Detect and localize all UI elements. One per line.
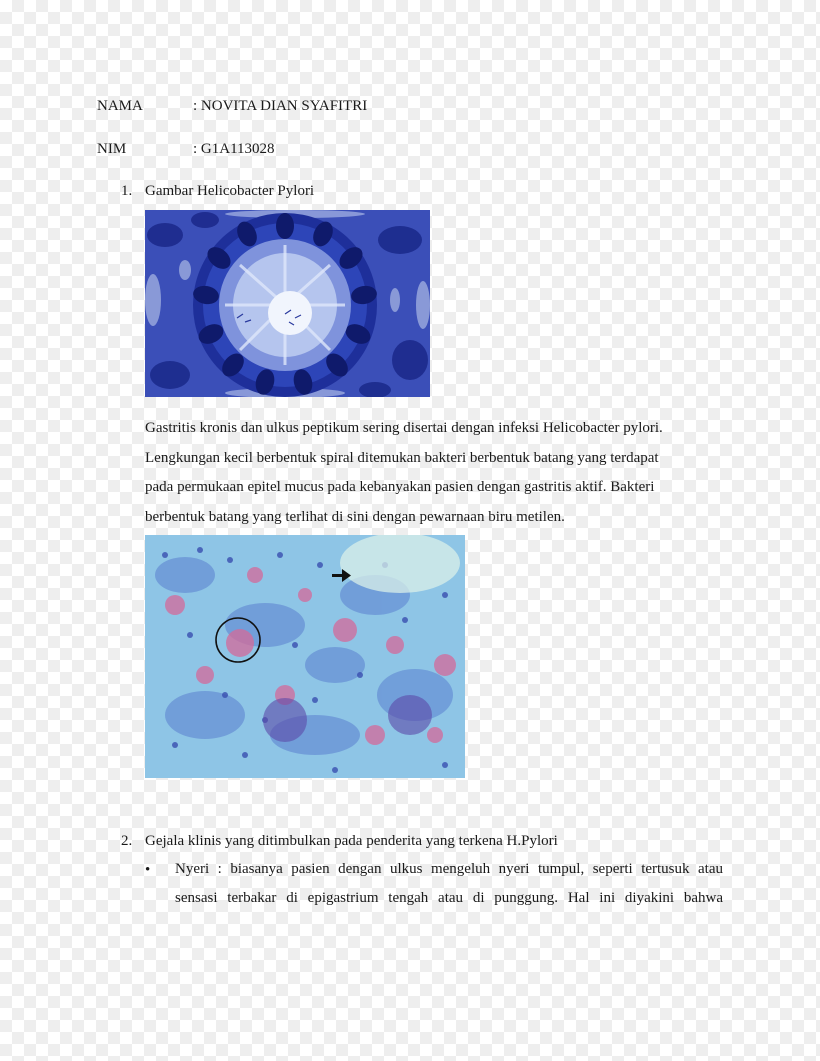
paragraph-line: pada permukaan epitel mucus pada kebanyakan pasien dengan gastritis aktif. Bakteri [145,479,655,495]
paragraph-line: berbentuk batang yang terlihat di sini dengan pewarnaan biru metilen. [145,508,565,525]
nama-value: : NOVITA DIAN SYAFITRI [193,98,368,114]
list-number-1: 1. [121,183,133,199]
nama-label: NAMA [97,98,143,114]
micrograph-gastric-gland [145,210,430,397]
micrograph-tissue-stain [145,535,465,778]
list-number-2: 2. [121,833,133,849]
bullet-line: sensasi terbakar di epigastrium tengah atau di punggung. Hal ini diyakini bahwa [175,890,723,906]
bullet-item-nyeri [175,855,723,913]
section-1-paragraph [145,414,705,532]
bullet-line: Nyeri : biasanya pasien dengan ulkus mengeluh nyeri tumpul, seperti tertusuk atau [175,861,723,877]
paragraph-line: Gastritis kronis dan ulkus peptikum sering disertai dengan infeksi Helicobacter pylori. [145,420,663,436]
nim-value: : G1A113028 [193,141,275,157]
bullet-icon: • [145,862,151,878]
section-1-heading: Gambar Helicobacter Pylori [145,183,315,199]
paragraph-line: Lengkungan kecil berbentuk spiral ditemukan bakteri berbentuk batang yang terdapat [145,449,659,466]
nim-label: NIM [97,141,127,157]
section-2-heading: Gejala klinis yang ditimbulkan pada penderita yang terkena H.Pylori [145,833,558,849]
